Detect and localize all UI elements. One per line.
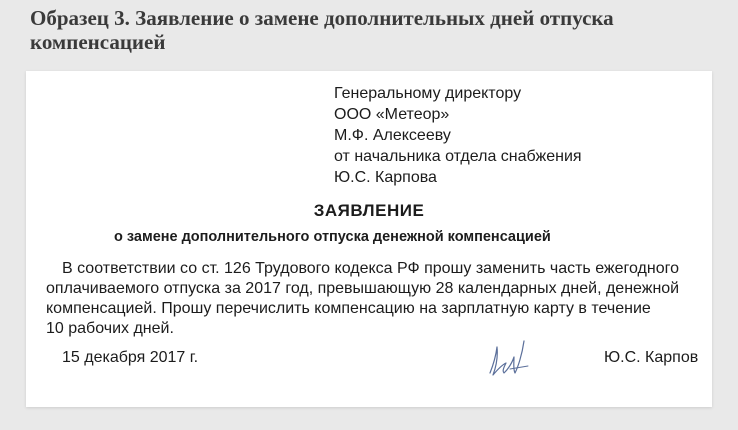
document-date: 15 декабря 2017 г. bbox=[62, 349, 199, 366]
body-line: оплачиваемого отпуска за 2017 год, превышающую 28 календарных дней, денежной bbox=[46, 280, 680, 297]
sample-caption: Образец 3. Заявление о замене дополнительных дней отпуска компенсацией bbox=[30, 6, 614, 54]
document-title: ЗАЯВЛЕНИЕ bbox=[313, 201, 425, 220]
addressee-line: Ю.С. Карпова bbox=[334, 169, 437, 186]
body-line: 10 рабочих дней. bbox=[46, 320, 174, 337]
handwritten-signature bbox=[484, 333, 532, 381]
addressee-line: М.Ф. Алексееву bbox=[334, 127, 451, 144]
document-subtitle: о замене дополнительного отпуска денежной компенсацией bbox=[114, 229, 551, 245]
addressee-line: Генеральному директору bbox=[334, 85, 522, 102]
body-line: компенсацией. Прошу перечислить компенсацию на зарплатную карту в течение bbox=[46, 300, 651, 317]
addressee-line: от начальника отдела снабжения bbox=[334, 148, 582, 165]
document-body bbox=[46, 259, 706, 339]
addressee-block bbox=[334, 83, 582, 188]
body-line: В соответствии со ст. 126 Трудового кодекса РФ прошу заменить часть ежегодного bbox=[62, 260, 679, 277]
document-sheet bbox=[26, 71, 712, 407]
addressee-line: ООО «Метеор» bbox=[334, 106, 450, 123]
signer-name: Ю.С. Карпов bbox=[604, 349, 699, 366]
